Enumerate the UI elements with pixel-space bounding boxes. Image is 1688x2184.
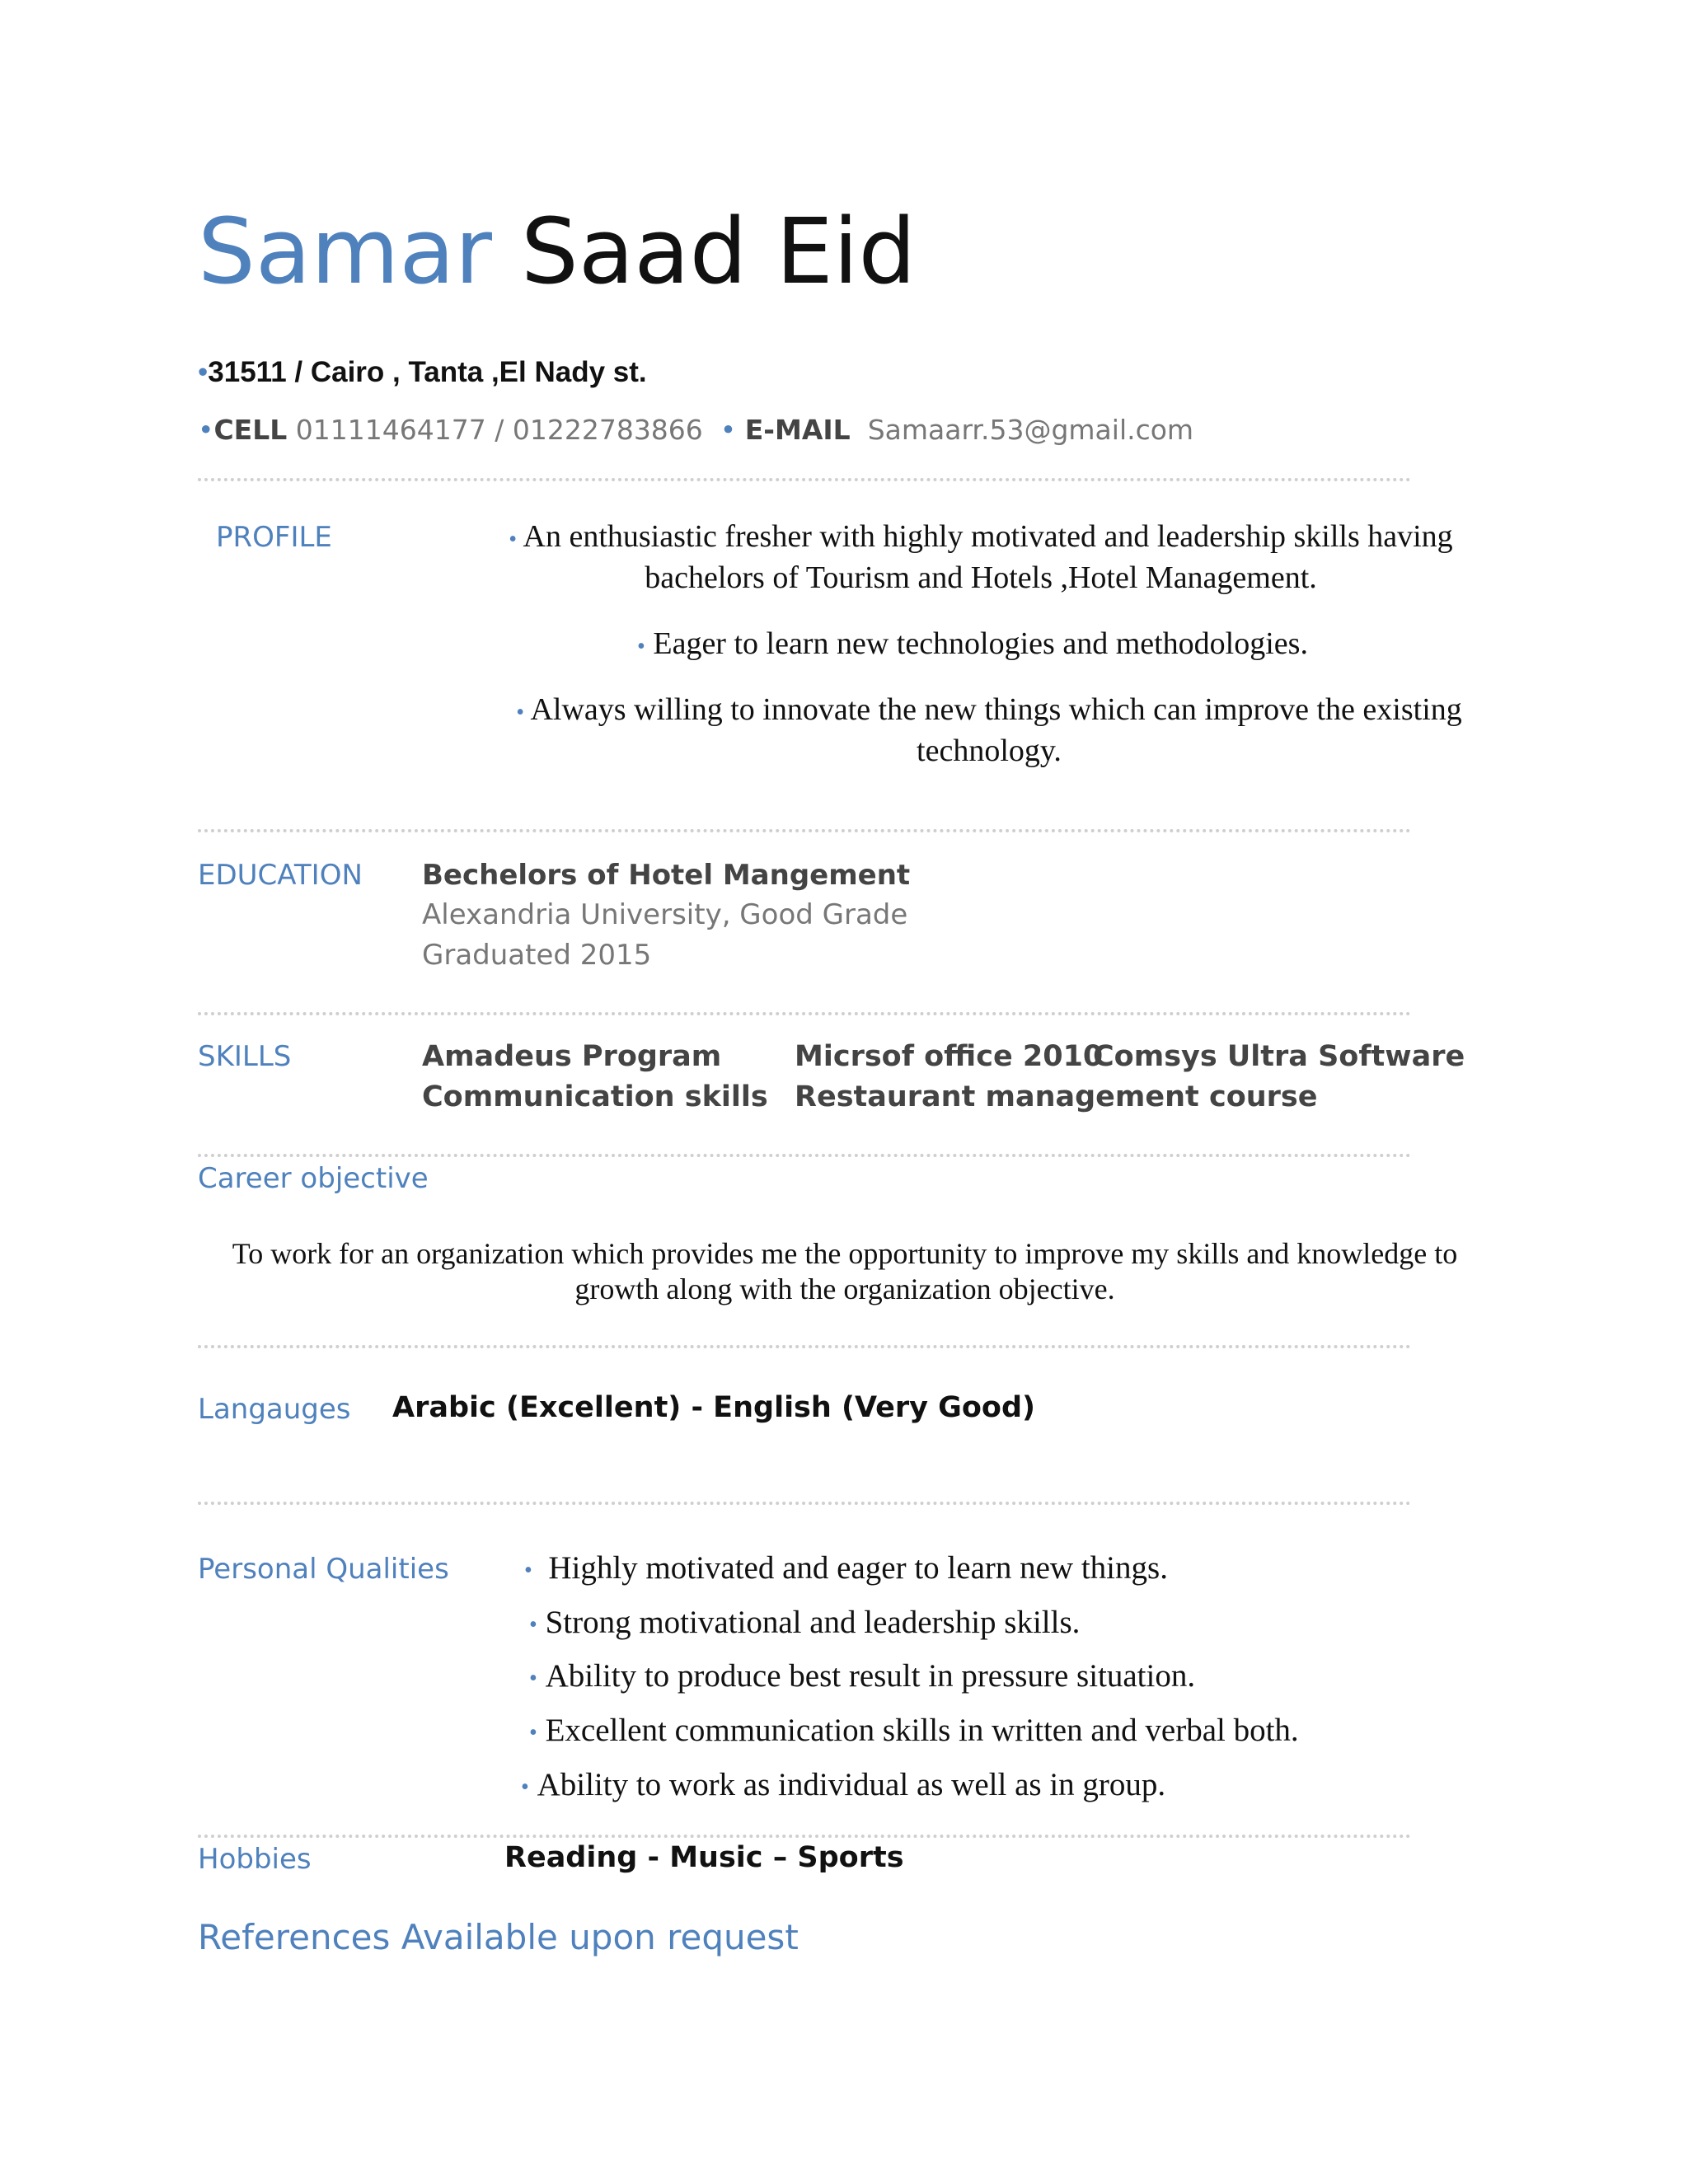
bullet-icon: • bbox=[524, 1558, 532, 1584]
last-name: Saad Eid bbox=[521, 199, 917, 304]
skills-heading: SKILLS bbox=[198, 1040, 292, 1073]
divider bbox=[198, 1835, 1411, 1838]
contact-line bbox=[198, 414, 1193, 446]
divider bbox=[198, 829, 1411, 832]
divider bbox=[198, 1502, 1411, 1505]
cell-label: CELL bbox=[213, 414, 288, 446]
languages-value: Arabic (Excellent) - English (Very Good) bbox=[392, 1391, 1036, 1424]
references-note: References Available upon request bbox=[198, 1917, 799, 1957]
divider bbox=[198, 1154, 1411, 1157]
skill-item: Communication skills bbox=[422, 1080, 768, 1113]
hobbies-heading: Hobbies bbox=[198, 1843, 312, 1876]
hobbies-value: Reading - Music – Sports bbox=[504, 1841, 904, 1874]
quality-item: • Highly motivated and eager to learn new things. bbox=[524, 1550, 1168, 1586]
education-graduated: Graduated 2015 bbox=[422, 939, 652, 972]
education-heading: EDUCATION bbox=[198, 859, 363, 892]
bullet-icon: • bbox=[529, 1612, 537, 1638]
quality-item: • Ability to work as individual as well as in group. bbox=[521, 1767, 1166, 1802]
address-text: 31511 / Cairo , Tanta ,El Nady st. bbox=[208, 356, 647, 388]
resume-name bbox=[198, 199, 917, 304]
skill-item: Restaurant management course bbox=[795, 1080, 1318, 1113]
bullet-icon: • bbox=[529, 1720, 537, 1746]
bullet-icon: • bbox=[516, 699, 525, 725]
bullet-icon: • bbox=[198, 414, 214, 446]
quality-item: • Ability to produce best result in pressure situation. bbox=[529, 1658, 1196, 1694]
bullet-icon: • bbox=[637, 633, 645, 659]
quality-item: • Strong motivational and leadership skills. bbox=[529, 1605, 1081, 1640]
bullet-icon: • bbox=[521, 1774, 529, 1801]
profile-item: • An enthusiastic fresher with highly motivated and leadership skills having bachelors of Tourism and Hotels ,Hotel Management. bbox=[509, 519, 1453, 595]
divider bbox=[198, 1012, 1411, 1015]
bullet-icon: • bbox=[720, 414, 737, 446]
education-school: Alexandria University, Good Grade bbox=[422, 898, 908, 931]
qualities-heading: Personal Qualities bbox=[198, 1553, 449, 1586]
divider bbox=[198, 478, 1411, 481]
bullet-icon: • bbox=[529, 1666, 537, 1692]
bullet-icon: • bbox=[198, 356, 209, 388]
skill-item: Comsys Ultra Software bbox=[1093, 1040, 1465, 1073]
quality-item: • Excellent communication skills in written and verbal both. bbox=[529, 1713, 1299, 1748]
profile-item: • Eager to learn new technologies and methodologies. bbox=[637, 626, 1308, 661]
profile-item: • Always willing to innovate the new things which can improve the existing technology. bbox=[516, 692, 1462, 768]
career-heading: Career objective bbox=[198, 1162, 429, 1195]
profile-heading: PROFILE bbox=[216, 521, 332, 554]
divider bbox=[198, 1345, 1411, 1348]
skill-item: Micrsof office 2010 bbox=[795, 1040, 1104, 1073]
career-text: To work for an organization which provides me the opportunity to improve my skills and knowledge to growth along with the organization objective. bbox=[232, 1237, 1458, 1305]
languages-heading: Langauges bbox=[198, 1393, 351, 1426]
cell-value: 01111464177 / 01222783866 bbox=[295, 414, 703, 446]
first-name: Samar bbox=[198, 199, 493, 304]
email-label: E-MAIL bbox=[744, 414, 851, 446]
address-line bbox=[198, 356, 647, 389]
skill-item: Amadeus Program bbox=[422, 1040, 722, 1073]
bullet-icon: • bbox=[509, 526, 518, 552]
education-degree: Bechelors of Hotel Mangement bbox=[422, 859, 911, 892]
email-value[interactable]: Samaarr.53@gmail.com bbox=[867, 414, 1194, 446]
